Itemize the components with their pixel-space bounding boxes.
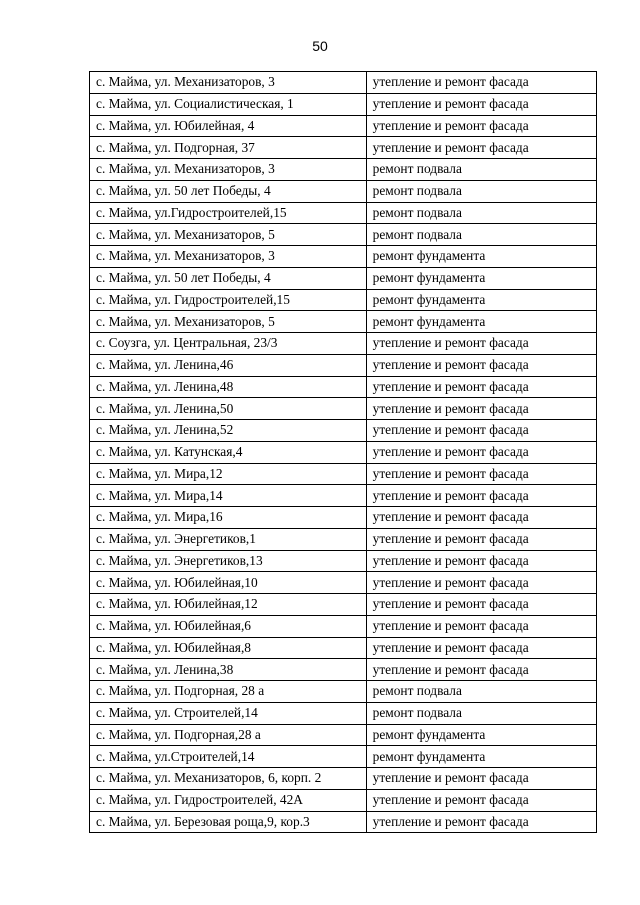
table-row	[90, 246, 597, 268]
table-row	[90, 811, 597, 833]
address-cell: с. Майма, ул. Юбилейная, 4	[90, 115, 367, 137]
table-row	[90, 594, 597, 616]
work-type-cell: утепление и ремонт фасада	[366, 615, 596, 637]
address-cell: с. Майма, ул. Ленина,50	[90, 398, 367, 420]
table-row	[90, 267, 597, 289]
table-row	[90, 702, 597, 724]
address-cell: с. Майма, ул. Механизаторов, 3	[90, 246, 367, 268]
table-row	[90, 398, 597, 420]
work-type-cell: утепление и ремонт фасада	[366, 659, 596, 681]
table-row	[90, 115, 597, 137]
address-cell: с. Майма, ул. 50 лет Победы, 4	[90, 267, 367, 289]
table-row	[90, 93, 597, 115]
address-cell: с. Майма, ул. Механизаторов, 6, корп. 2	[90, 768, 367, 790]
address-cell: с. Майма, ул. Мира,14	[90, 485, 367, 507]
work-type-cell: утепление и ремонт фасада	[366, 572, 596, 594]
address-cell: с. Майма, ул. Механизаторов, 3	[90, 72, 367, 94]
work-type-cell: ремонт фундамента	[366, 267, 596, 289]
address-cell: с. Майма, ул. Ленина,48	[90, 376, 367, 398]
work-type-cell: утепление и ремонт фасада	[366, 93, 596, 115]
work-type-cell: ремонт подвала	[366, 224, 596, 246]
work-type-cell: ремонт подвала	[366, 702, 596, 724]
work-type-cell: утепление и ремонт фасада	[366, 463, 596, 485]
work-type-cell: утепление и ремонт фасада	[366, 507, 596, 529]
table-row	[90, 550, 597, 572]
address-cell: с. Майма, ул. Гидростроителей, 42А	[90, 789, 367, 811]
address-cell: с. Майма, ул. Мира,12	[90, 463, 367, 485]
address-cell: с. Майма, ул. Юбилейная,6	[90, 615, 367, 637]
work-type-cell: утепление и ремонт фасада	[366, 485, 596, 507]
work-type-cell: ремонт фундамента	[366, 746, 596, 768]
address-cell: с. Майма, ул. Подгорная, 28 а	[90, 681, 367, 703]
table-row	[90, 637, 597, 659]
work-type-cell: ремонт подвала	[366, 180, 596, 202]
address-cell: с. Майма, ул. Социалистическая, 1	[90, 93, 367, 115]
work-type-cell: утепление и ремонт фасада	[366, 354, 596, 376]
work-type-cell: ремонт подвала	[366, 681, 596, 703]
work-type-cell: утепление и ремонт фасада	[366, 550, 596, 572]
work-type-cell: ремонт фундамента	[366, 289, 596, 311]
table-row	[90, 180, 597, 202]
work-type-cell: ремонт подвала	[366, 202, 596, 224]
address-cell: с. Майма, ул. Подгорная,28 а	[90, 724, 367, 746]
address-cell: с. Майма, ул. Энергетиков,13	[90, 550, 367, 572]
work-type-cell: ремонт подвала	[366, 159, 596, 181]
table-row	[90, 681, 597, 703]
table-row	[90, 789, 597, 811]
table-row	[90, 289, 597, 311]
address-cell: с. Майма, ул. Гидростроителей,15	[90, 289, 367, 311]
work-type-cell: ремонт фундамента	[366, 246, 596, 268]
address-cell: с. Майма, ул.Строителей,14	[90, 746, 367, 768]
work-type-cell: ремонт фундамента	[366, 311, 596, 333]
work-type-cell: утепление и ремонт фасада	[366, 72, 596, 94]
work-type-cell: ремонт фундамента	[366, 724, 596, 746]
address-cell: с. Соузга, ул. Центральная, 23/3	[90, 333, 367, 355]
address-cell: с. Майма, ул. Ленина,52	[90, 420, 367, 442]
table-row	[90, 572, 597, 594]
address-cell: с. Майма, ул. Юбилейная,8	[90, 637, 367, 659]
work-type-cell: утепление и ремонт фасада	[366, 441, 596, 463]
address-cell: с. Майма, ул. 50 лет Победы, 4	[90, 180, 367, 202]
table-row	[90, 724, 597, 746]
table-row	[90, 485, 597, 507]
address-cell: с. Майма, ул.Гидростроителей,15	[90, 202, 367, 224]
table-row	[90, 311, 597, 333]
table-row	[90, 463, 597, 485]
table-row	[90, 659, 597, 681]
address-cell: с. Майма, ул. Подгорная, 37	[90, 137, 367, 159]
work-type-cell: утепление и ремонт фасада	[366, 768, 596, 790]
table-row	[90, 528, 597, 550]
table-row	[90, 420, 597, 442]
address-cell: с. Майма, ул. Механизаторов, 3	[90, 159, 367, 181]
work-type-cell: утепление и ремонт фасада	[366, 594, 596, 616]
work-type-cell: утепление и ремонт фасада	[366, 115, 596, 137]
table-row	[90, 376, 597, 398]
work-type-cell: утепление и ремонт фасада	[366, 789, 596, 811]
address-cell: с. Майма, ул. Катунская,4	[90, 441, 367, 463]
table-row	[90, 615, 597, 637]
table-row	[90, 333, 597, 355]
table-row	[90, 137, 597, 159]
page-number: 50	[312, 38, 328, 54]
work-type-cell: утепление и ремонт фасада	[366, 528, 596, 550]
work-type-cell: утепление и ремонт фасада	[366, 398, 596, 420]
address-cell: с. Майма, ул. Юбилейная,12	[90, 594, 367, 616]
work-type-cell: утепление и ремонт фасада	[366, 637, 596, 659]
work-type-cell: утепление и ремонт фасада	[366, 811, 596, 833]
table-row	[90, 441, 597, 463]
work-type-cell: утепление и ремонт фасада	[366, 376, 596, 398]
table-row	[90, 354, 597, 376]
works-table	[89, 71, 597, 833]
table-row	[90, 507, 597, 529]
work-type-cell: утепление и ремонт фасада	[366, 420, 596, 442]
table-row	[90, 72, 597, 94]
table-row	[90, 746, 597, 768]
address-cell: с. Майма, ул. Механизаторов, 5	[90, 311, 367, 333]
address-cell: с. Майма, ул. Березовая роща,9, кор.3	[90, 811, 367, 833]
work-type-cell: утепление и ремонт фасада	[366, 333, 596, 355]
address-cell: с. Майма, ул. Строителей,14	[90, 702, 367, 724]
table-row	[90, 768, 597, 790]
table-row	[90, 159, 597, 181]
table-row	[90, 224, 597, 246]
address-cell: с. Майма, ул. Ленина,38	[90, 659, 367, 681]
table-row	[90, 202, 597, 224]
address-cell: с. Майма, ул. Механизаторов, 5	[90, 224, 367, 246]
address-cell: с. Майма, ул. Ленина,46	[90, 354, 367, 376]
address-cell: с. Майма, ул. Юбилейная,10	[90, 572, 367, 594]
address-cell: с. Майма, ул. Энергетиков,1	[90, 528, 367, 550]
works-table-body	[90, 72, 597, 833]
work-type-cell: утепление и ремонт фасада	[366, 137, 596, 159]
address-cell: с. Майма, ул. Мира,16	[90, 507, 367, 529]
